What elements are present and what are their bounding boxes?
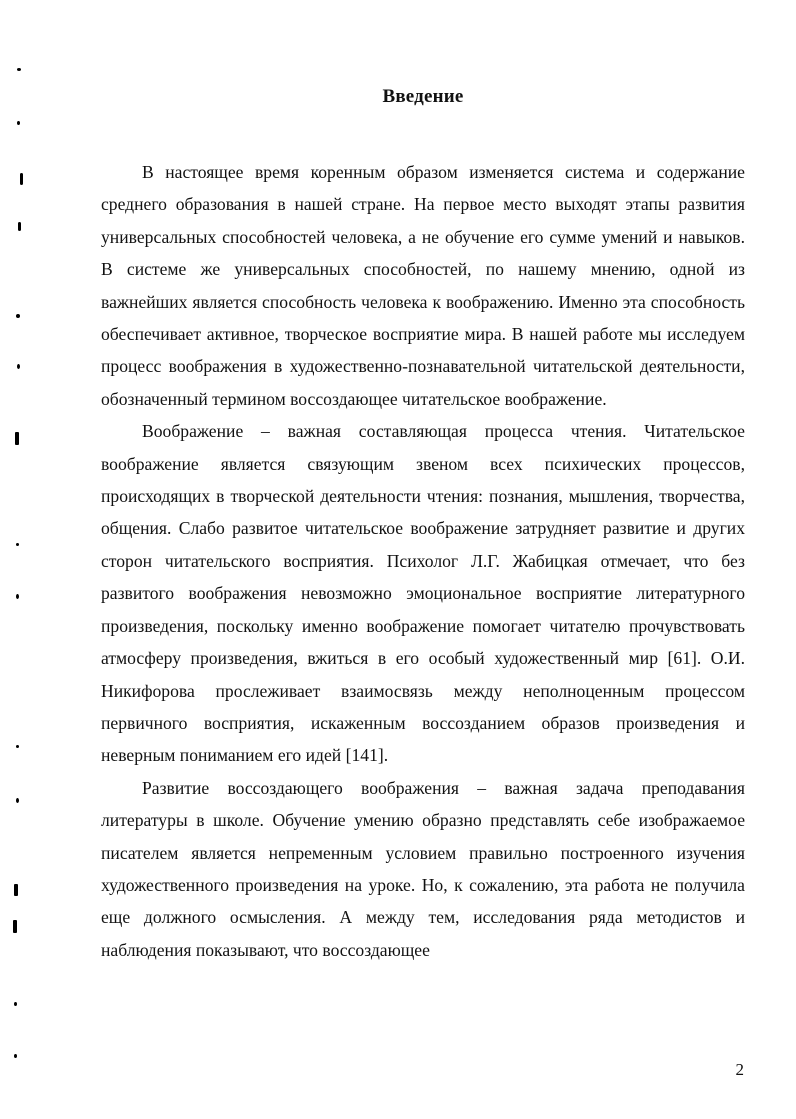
scan-speck xyxy=(18,222,21,231)
scan-speck xyxy=(13,920,17,933)
scan-speck xyxy=(17,68,21,71)
scan-speck xyxy=(14,1002,17,1006)
body-text xyxy=(101,156,745,966)
scan-speck xyxy=(14,884,18,896)
scan-speck xyxy=(16,798,19,803)
scan-speck xyxy=(17,121,20,125)
scan-speck xyxy=(16,745,19,748)
scan-speck xyxy=(16,543,19,546)
paragraph-2: Воображение – важная составляющая процесса чтения. Читательское воображение является связующим звеном всех психических процессов, происходящих в творческой деятельности чтения: познания, мышления, творчества, общения. Слабо развитое читательское воображение затрудняет развитие и других сторон читательского восприятия. Психолог Л.Г. Жабицкая отмечает, что без развитого воображения невозможно эмоциональное восприятие литературного произведения, поскольку именно воображение помогает читателю прочувствовать атмосферу произведения, вжиться в его особый художественный мир [61]. О.И. Никифорова прослеживает взаимосвязь между неполноценным процессом первичного восприятия, искаженным воссозданием образов произведения и неверным пониманием его идей [141]. xyxy=(101,421,745,766)
scan-speck xyxy=(17,364,20,369)
scan-speck xyxy=(16,314,20,318)
page-number: 2 xyxy=(735,1060,744,1079)
scan-speck xyxy=(16,594,19,599)
scan-speck xyxy=(15,432,19,445)
paragraph-3: Развитие воссоздающего воображения – важная задача преподавания литературы в школе. Обучение умению образно представлять себе изображаемое писателем является непременным условием правильно построенного изучения художественного произведения на уроке. Но, к сожалению, эта работа не получила еще должного осмысления. А между тем, исследования ряда методистов и наблюдения показывают, что воссоздающее xyxy=(101,777,745,960)
paragraph-1: В настоящее время коренным образом изменяется система и содержание среднего образования в нашей стране. На первое место выходят этапы развития универсальных способностей человека, а не обучение его сумме умений и навыков. В системе же универсальных способностей, по нашему мнению, одной из важнейших является способность человека к воображению. Именно эта способность обеспечивает активное, творческое восприятие мира. В нашей работе мы исследуем процесс воображения в художественно-познавательной читательской деятельности, обозначенный термином воссоздающее читательское воображение. xyxy=(101,162,745,409)
scan-speck xyxy=(14,1054,17,1058)
scan-speck xyxy=(20,173,23,185)
page-title: Введение xyxy=(382,86,464,107)
